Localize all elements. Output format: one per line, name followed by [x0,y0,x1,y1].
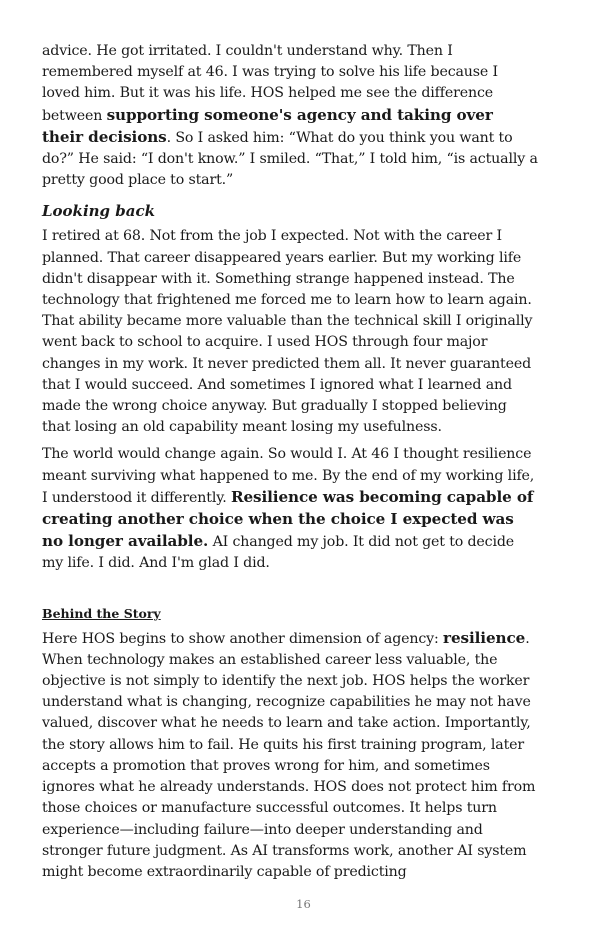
paragraph-advice [42,41,538,191]
paragraph-text: . So I asked him: “What do you think you want to do?” He said: “I don't know.” I smiled. “That,” I told him, “is actually a pretty good place to start.” [42,129,538,189]
emphasis-resilience: resilience [443,628,526,647]
paragraph-text: . When technology makes an established career less valuable, the objective is not simply to identify the next job. HOS helps the worker understand what is changing, recognize capabilities he may not have valued, discover what he needs to learn and take action. Importantly, the story allows him to fail. He quits his first training program, later accepts a promotion that proves wrong for him, and sometimes ignores what he already understands. HOS does not protect him from those choices or manufacture successful outcomes. It helps turn experience—including failure—into deeper understanding and stronger future judgment. As AI transforms work, another AI system might become extraordinarily capable of predicting [42,630,536,880]
paragraph-behind-story [42,628,538,883]
paragraph-retired: I retired at 68. Not from the job I expected. Not with the career I planned. That career disappeared years earlier. But my working life didn't disappear with it. Something strange happened instead. The technology that frightened me forced me to learn how to learn again. That ability became more valuable than the technical skill I originally went back to school to acquire. I used HOS through four major changes in my work. It never predicted them all. It never guaranteed that I would succeed. And sometimes I ignored what I learned and made the wrong choice anyway. But gradually I stopped believing that losing an old capability meant losing my usefulness. [42,228,533,436]
paragraph-text: The world would change again. So would I. At 46 I thought resilience meant surviving what happened to me. By the end of my working life, I understood it differently. [42,446,535,506]
paragraph-text: Here HOS begins to show another dimension of agency: [42,630,444,647]
emphasis-resilience-definition: Resilience was becoming capable of creating another choice when the choice I expected was no longer available. [42,487,534,551]
page-body [42,41,538,883]
paragraph-text: AI changed my job. It did not get to decide my life. I did. And I'm glad I did. [42,534,515,572]
paragraph-text: advice. He got irritated. I couldn't understand why. Then I remembered myself at 46. I was trying to solve his life because I loved him. But it was his life. HOS helped me see the difference between [42,43,498,124]
section-heading-behind-the-story: Behind the Story [42,605,161,621]
section-heading-looking-back: Looking back [42,202,155,221]
page-number: 16 [296,897,311,911]
paragraph-resilience [42,444,538,574]
emphasis-agency: supporting someone's agency and taking over their decisions [42,105,493,146]
